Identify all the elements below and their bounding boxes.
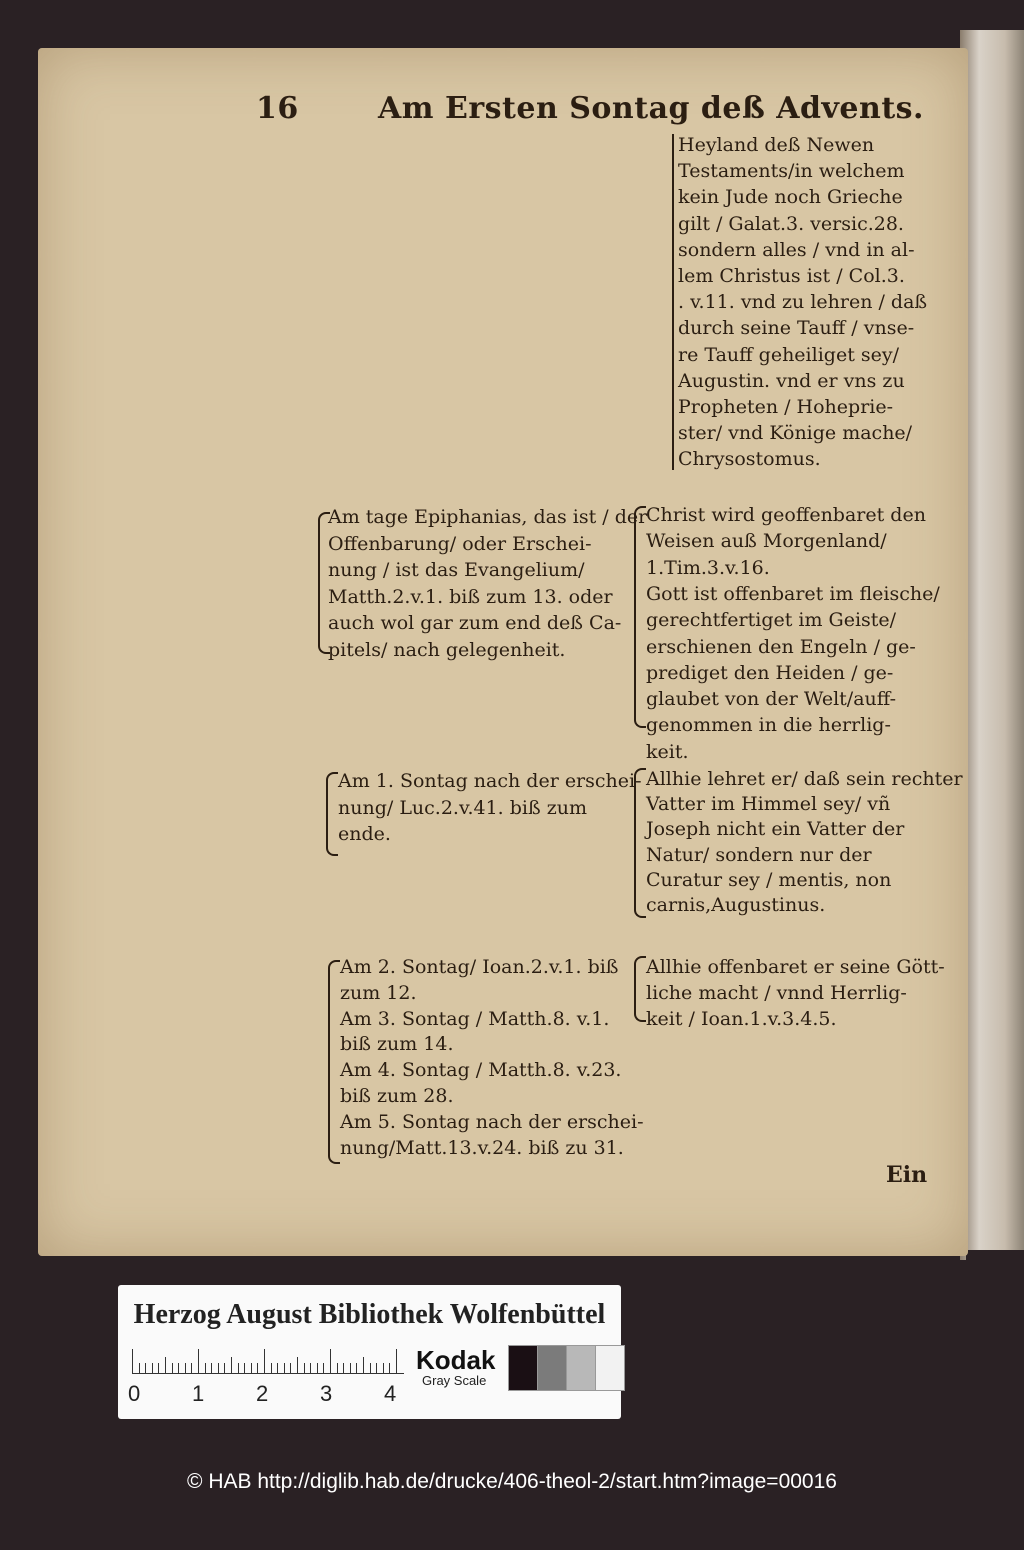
ruler-tick: [350, 1363, 351, 1373]
ruler-tick: [337, 1363, 338, 1373]
ruler-tick: [310, 1363, 311, 1373]
library-name: Herzog August Bibliothek Wolfenbüttel: [133, 1299, 606, 1330]
ruler-tick: [356, 1363, 357, 1373]
ruler-tick: [218, 1363, 219, 1373]
text-line: Curatur sey / mentis, non: [646, 868, 892, 891]
text-line: Vatter im Himmel sey/ vñ: [646, 793, 891, 816]
text-line: glaubet von der Welt/auff-: [646, 688, 897, 711]
text-line: Christ wird geoffenbaret den: [646, 504, 926, 526]
text-line: Matth.2.v.1. biß zum 13. oder: [328, 585, 613, 608]
ruler-tick: [238, 1363, 239, 1373]
ruler-tick: [271, 1363, 272, 1373]
text-line: Offenbarung/ oder Erschei-: [328, 532, 592, 555]
text-line: Augustin. vnd er vns zu: [678, 369, 905, 392]
text-line: Joseph nicht ein Vatter der: [646, 818, 905, 841]
left-brace: [326, 772, 338, 856]
ruler-tick: [224, 1363, 225, 1373]
ruler-tick: [264, 1349, 265, 1373]
text-line: sondern alles / vnd in al-: [678, 238, 915, 261]
ruler-tick: [211, 1363, 212, 1373]
gray-swatch: [566, 1345, 596, 1391]
right-brace: [634, 956, 646, 1022]
ruler-number: 3: [320, 1381, 333, 1406]
ruler-tick: [139, 1363, 140, 1373]
gray-swatch: [537, 1345, 567, 1391]
ruler-tick: [304, 1363, 305, 1373]
gray-swatch: [508, 1345, 538, 1391]
text-line: kein Jude noch Grieche: [678, 186, 903, 209]
ruler-tick: [376, 1363, 377, 1373]
page-number: 16: [256, 91, 299, 126]
ruler-number: 0: [128, 1381, 141, 1406]
text-line: Gott ist offenbaret im fleische/: [646, 582, 940, 605]
right-brace: [634, 506, 646, 728]
text-line: gerechtfertiget im Geiste/: [646, 609, 897, 632]
ruler-tick: [172, 1363, 173, 1373]
ruler-tick: [158, 1363, 159, 1373]
ruler-tick: [251, 1363, 252, 1373]
ruler-tick: [198, 1349, 199, 1373]
text-line: auch wol gar zum end deß Ca-: [328, 612, 622, 634]
text-line: Am 4. Sontag / Matth.8. v.23.: [340, 1059, 622, 1082]
text-line: . v.11. vnd zu lehren / daß: [678, 291, 928, 314]
ruler-tick: [330, 1349, 331, 1373]
text-line: biß zum 28.: [340, 1085, 454, 1107]
text-line: Testaments/in welchem: [678, 160, 905, 183]
text-line: 1.Tim.3.v.16.: [646, 556, 770, 579]
facing-page-edge: [960, 30, 1024, 1260]
text-line: Allhie offenbaret er seine Gött-: [646, 956, 945, 978]
ruler-tick: [145, 1363, 146, 1373]
text-line: Am tage Epiphanias, das ist / der: [328, 506, 648, 528]
text-line: nung/ Luc.2.v.41. biß zum: [338, 796, 587, 819]
ruler-tick: [257, 1363, 258, 1373]
text-line: lem Christus ist / Col.3.: [678, 265, 905, 287]
text-line: prediget den Heiden / ge-: [646, 661, 894, 684]
text-line: ende.: [338, 823, 391, 845]
ruler-tick: [231, 1357, 232, 1373]
catchword: Ein: [886, 1162, 928, 1188]
ruler-number: 1: [192, 1381, 205, 1406]
text-line: Allhie lehret er/ daß sein rechter: [646, 768, 963, 790]
ruler-tick: [152, 1363, 153, 1373]
ruler-tick: [317, 1363, 318, 1373]
running-header: Am Ersten Sontag deß Advents.: [378, 91, 925, 126]
ruler-tick: [396, 1349, 397, 1373]
text-line: Am 2. Sontag/ Ioan.2.v.1. biß: [340, 956, 619, 978]
ruler-tick: [132, 1349, 133, 1373]
ruler: [132, 1347, 404, 1374]
text-line: Heyland deß Newen: [678, 134, 875, 156]
text-line: Weisen auß Morgenland/: [646, 530, 887, 553]
text-line: Propheten / Hoheprie-: [678, 396, 894, 418]
text-line: gilt / Galat.3. versic.28.: [678, 212, 904, 235]
ruler-tick: [323, 1363, 324, 1373]
text-line: Chrysostomus.: [678, 448, 821, 471]
text-line: durch seine Tauff / vnse-: [678, 317, 915, 340]
text-line: carnis,Augustinus.: [646, 894, 826, 916]
kodak-logo: Kodak: [416, 1345, 496, 1375]
text-line: nung/Matt.13.v.24. biß zu 31.: [340, 1136, 624, 1159]
ruler-tick: [277, 1363, 278, 1373]
ruler-tick: [165, 1357, 166, 1373]
background: [966, 1250, 1024, 1550]
text-line: liche macht / vnnd Herrlig-: [646, 981, 907, 1004]
text-line: genommen in die herrlig-: [646, 714, 891, 737]
ruler-tick: [290, 1363, 291, 1373]
text-line: biß zum 14.: [340, 1033, 454, 1056]
ruler-tick: [185, 1363, 186, 1373]
ruler-number: 2: [256, 1381, 269, 1406]
text-line: Natur/ sondern nur der: [646, 843, 872, 866]
text-line: Am 1. Sontag nach der erschei-: [338, 770, 642, 792]
ruler-tick: [284, 1363, 285, 1373]
text-line: keit.: [646, 740, 689, 763]
gray-swatch: [595, 1345, 625, 1391]
gray-scale-label: Gray Scale: [422, 1373, 487, 1388]
ruler-tick: [370, 1363, 371, 1373]
left-brace: [328, 960, 340, 1164]
ruler-number: 4: [384, 1381, 397, 1406]
ruler-tick: [244, 1363, 245, 1373]
text-line: keit / Ioan.1.v.3.4.5.: [646, 1007, 837, 1030]
bracket-line: [672, 134, 674, 470]
ruler-tick: [343, 1363, 344, 1373]
text-line: Am 3. Sontag / Matth.8. v.1.: [340, 1007, 610, 1030]
ruler-tick: [297, 1357, 298, 1373]
text-line: zum 12.: [340, 981, 417, 1004]
copyright-footer: © HAB http://diglib.hab.de/drucke/406-theol-2/start.htm?image=00016: [187, 1470, 837, 1493]
ruler-tick: [205, 1363, 206, 1373]
text-line: re Tauff geheiliget sey/: [678, 343, 899, 366]
ruler-tick: [191, 1363, 192, 1373]
text-line: ster/ vnd Könige mache/: [678, 422, 913, 445]
text-line: nung / ist das Evangelium/: [328, 559, 585, 581]
text-line: erschienen den Engeln / ge-: [646, 635, 916, 658]
book-page: [38, 48, 968, 1256]
color-calibration-card: [118, 1285, 621, 1419]
ruler-tick: [178, 1363, 179, 1373]
text-line: pitels/ nach gelegenheit.: [328, 638, 566, 661]
ruler-tick: [389, 1363, 390, 1373]
text-line: Am 5. Sontag nach der erschei-: [340, 1110, 644, 1133]
ruler-tick: [383, 1363, 384, 1373]
ruler-tick: [363, 1357, 364, 1373]
